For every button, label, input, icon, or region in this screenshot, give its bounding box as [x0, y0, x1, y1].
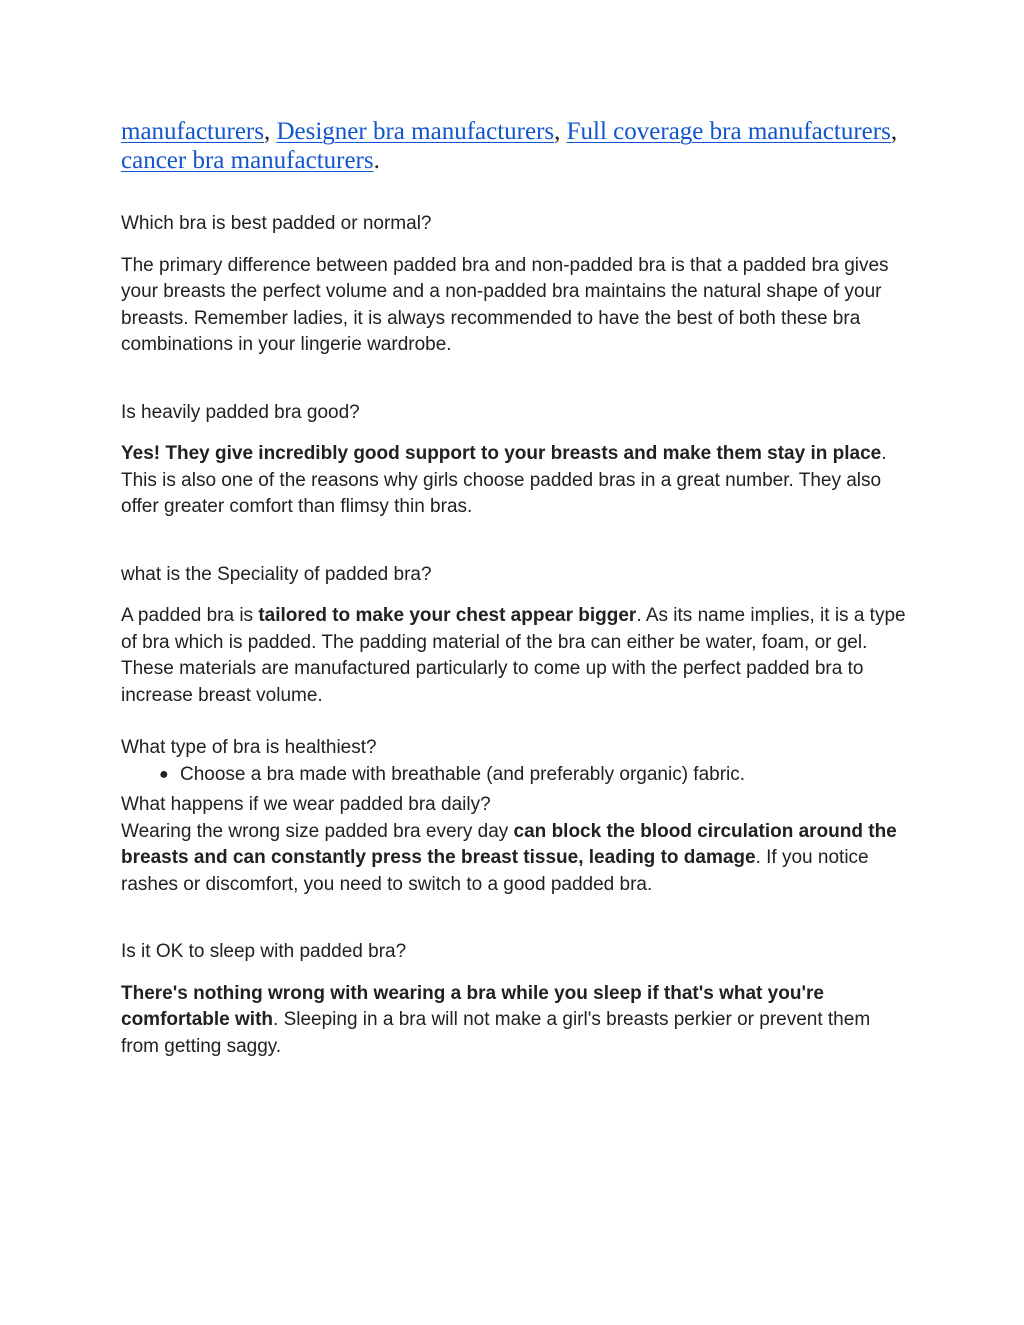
- answer-speciality: [121, 603, 911, 709]
- links-end-period: .: [373, 147, 380, 174]
- answer-heavily-padded-bold: Yes! They give incredibly good support to your breasts and make them stay in place: [121, 443, 882, 464]
- link-designer-bra-manufacturers[interactable]: Designer bra manufacturers: [276, 118, 555, 145]
- answer-sleep-rest: . Sleeping in a bra will not make a girl's breasts perkier or prevent them from getting saggy.: [121, 1009, 871, 1057]
- link-cancer-bra-manufacturers[interactable]: cancer bra manufacturers: [121, 147, 374, 174]
- question-best-padded-or-normal: Which bra is best padded or normal?: [121, 213, 432, 234]
- link-full-coverage-bra-manufacturers[interactable]: Full coverage bra manufacturers: [566, 118, 891, 145]
- list-item: [159, 762, 911, 789]
- link-separator: ,: [890, 118, 898, 145]
- answer-daily-wear: [121, 819, 911, 899]
- question-healthiest: What type of bra is healthiest?: [121, 737, 377, 758]
- question-sleep: Is it OK to sleep with padded bra?: [121, 941, 407, 962]
- link-separator: ,: [263, 118, 277, 145]
- answer-sleep: [121, 981, 911, 1061]
- answer-speciality-pre: A padded bra is: [121, 605, 259, 626]
- question-heavily-padded: Is heavily padded bra good?: [121, 401, 360, 423]
- answer-heavily-padded-rest: . This is also one of the reasons why girls choose padded bras in a great number. They also offer greater comfort than flimsy thin bras.: [121, 443, 887, 517]
- answer-best-padded-or-normal: The primary difference between padded bra and non-padded bra is that a padded bra gives your breasts the perfect volume and a non-padded bra maintains the natural shape of your breasts. Remember ladies, it is always recommended to have the best of both these bra combinations in your lingerie wardrobe.: [121, 254, 889, 355]
- answer-daily-wear-bold: can block the blood circulation around the breasts and can constantly press the breast tissue, leading to damage: [121, 820, 897, 868]
- answer-speciality-bold: tailored to make your chest appear bigger: [258, 605, 637, 626]
- answer-daily-wear-pre: Wearing the wrong size padded bra every day: [121, 820, 514, 842]
- bullet-icon: ●: [159, 765, 169, 783]
- document-page: [121, 117, 911, 1060]
- answer-daily-wear-rest: . If you notice rashes or discomfort, you need to switch to a good padded bra.: [121, 847, 869, 895]
- healthiest-bullet-list: [121, 762, 911, 789]
- answer-heavily-padded: [121, 441, 911, 521]
- link-manufacturers[interactable]: manufacturers: [121, 118, 264, 145]
- link-separator: ,: [554, 118, 567, 145]
- list-item-text: Choose a bra made with breathable (and preferably organic) fabric.: [180, 763, 746, 785]
- question-speciality: what is the Speciality of padded bra?: [121, 563, 432, 585]
- answer-sleep-bold: There's nothing wrong with wearing a bra while you sleep if that's what you're comfortable with: [121, 982, 824, 1030]
- manufacturer-links: [121, 117, 911, 175]
- answer-speciality-rest: . As its name implies, it is a type of bra which is padded. The padding material of the bra can either be water, foam, or gel. These materials are manufactured particularly to come up with the perfect padded bra to increase breast volume.: [121, 605, 906, 706]
- question-daily-wear: What happens if we wear padded bra daily?: [121, 794, 491, 815]
